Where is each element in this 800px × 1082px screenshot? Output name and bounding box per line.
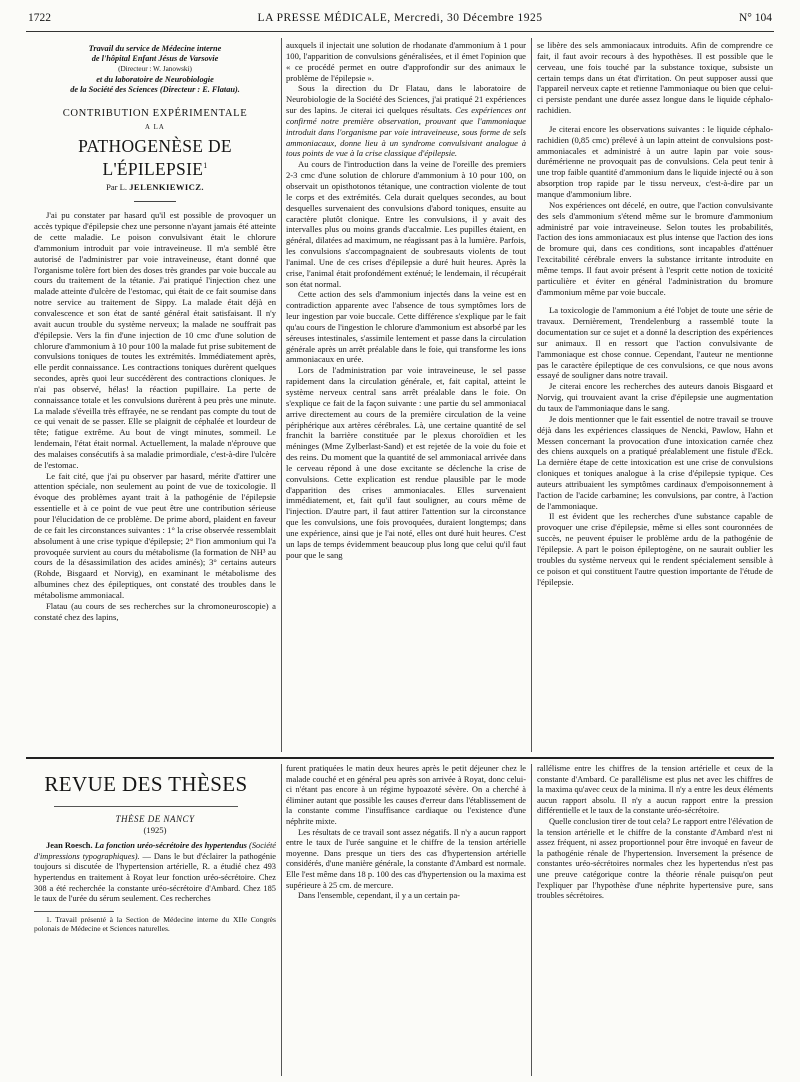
header-rule — [26, 31, 774, 32]
author-name: JELENKIEWICZ. — [129, 181, 204, 192]
paragraph: Le fait cité, que j'ai pu observer par hasard, mérite d'attirer une attention spéciale, non seulement au point de vue de toxicologie. Il évoque des problèmes ayant trait à la pathogénie de l'épilepsie essentielle et à ce point de vue peut être une contribution sérieuse pour l'élucidation de ce problème. De prime abord, plaident en faveur de ce fait les circonstances suivantes : 1° la crise observée ressemblait absolument à une crise typique d'épilepsie; 2° l'ion ammonium qui l'a provoquée survient au cours du métabolisme (la formation de NH³ au cours de la désassimilation des acides aminés); 3° certains auteurs (Rohde, Bisgaard et Norvig), en examinant le métabolisme des albumines chez des épileptiques, ont constaté des troubles dans le métabolisme ammoniacal. — [34, 470, 276, 600]
running-title: LA PRESSE MÉDICALE, Mercredi, 30 Décembre 1925 — [257, 12, 543, 24]
article-column-2 — [286, 40, 526, 752]
lead-publisher: (Société d'impressions typographiques). — [34, 841, 276, 861]
affiliation — [34, 44, 276, 95]
article-column-3 — [537, 40, 773, 752]
paragraph: Je citerai encore les observations suivantes : le liquide céphalo-rachidien (0,85 cmc) prélevé à un lapin atteint de convulsions post-ammoniacales et administré à un autre lapin par voie sous-durémérienne ne provoquait pas de convulsions. Cela peut tenir à une trop faible quantité d'ammonium dans le liquide injecté ou à son absorption trop rapide par le tissu nerveux, c'est-à-dire par un manque d'ammonium libre. — [537, 123, 773, 199]
paragraph: Lors de l'administration par voie intraveineuse, le sel passe rapidement dans la circulation générale, et, fait capital, atteint le système nerveux central sans arrêt préalable dans le foie. On s'explique ce fait de la façon suivante : une partie du sel ammoniacal arrive directement au cours de la première circulation de la veine périphérique aux artères cérébrales. Là, une certaine quantité de sel franchit la barrière constituée par le plexus choroïdien et les méninges (Mme Zylberlast-Sand) et est rejetée de la voie du foie et des reins. Du moment que la quantité de sel ammoniacal arrivée dans le cerveau répond à une dose excitante se déclenche la crise de convulsions. Cette explication est rendue plausible par le mode d'apparition des crises ammoniacales. Elles survenaient immédiatement, et, fait qu'il faut souligner, au cours même de l'injection. D'autre part, il faut attirer l'attention sur la circonstance que les convulsions, une fois provoquées, duraient longtemps; dans une expérience, ainsi que je l'ai noté, elles ont duré huit heures. C'est un laps de temps évidemment beaucoup plus long que celui qu'il faut pour que le sang — [286, 365, 526, 560]
article-kicker: CONTRIBUTION EXPÉRIMENTALE — [62, 108, 248, 120]
page-number: 1722 — [28, 12, 51, 24]
paragraph: Je citerai encore les recherches des auteurs danois Bisgaard et Norvig, qui trouvaient avant la crise d'épilepsie une augmentation du taux de l'ammoniaque dans le sang. — [537, 381, 773, 413]
column-rule — [281, 764, 282, 1076]
affiliation-line: de la Société des Sciences (Directeur : E. Flatau). — [70, 84, 240, 94]
revue-heading: REVUE DES THÈSES — [44, 772, 248, 796]
affiliation-line: de l'hôpital Enfant Jésus de Varsovie — [91, 54, 219, 64]
affiliation-line: Travail du service de Médecine interne — [88, 44, 222, 53]
paragraph: Cette action des sels d'ammonium injectés dans la veine est en contradiction apparente avec l'absence de tous symptômes lors de leur ingestion par voie buccale. Cette différence s'explique par le fait qu'au cours de l'ingestion le chlorure d'ammonium est absorbé par les séreuses intestinales, s'assimile lentement et passe dans la circulation générale après un arrêt préalable dans le foie, qui transforme les ions ammoniacaux en urée. — [286, 289, 526, 365]
title-rule — [134, 201, 176, 202]
article-title-text: PATHOGENÈSE DE L'ÉPILEPSIE — [78, 135, 232, 179]
these-year: (1925) — [143, 824, 167, 835]
paragraph: Nos expériences ont décelé, en outre, que l'action convulsivante des sels d'ammonium s'étend même sur le bromure d'ammonium administré par voie intraveineuse. Selon toutes les probabilités, l'action des ions ammoniacaux est plus intense que l'action des ions de bromure qui, dans ces conditions, sont incapables d'atténuer l'excitabilité cérébrale envers la substance irritante introduite en même temps. Il faut avoir présent à l'esprit cette notion de toxicité particulière et éviter en général l'administration du bromure d'ammonium même par voie buccale. — [537, 199, 773, 297]
column-rule — [281, 38, 282, 752]
paragraph: se libère des sels ammoniacaux introduits. Afin de comprendre ce fait, il faut avoir recours à des hypothèses. Il est possible que le cerveau, une fois touché par la substance toxique, subsiste un certain temps dans un état d'irritation. On peut supposer aussi que l'appareil nerveux capte et retienne l'ammoniaque ou bien que celui-ci persiste pendant une durée assez longue dans le liquide céphalo-rachidien. — [537, 40, 773, 116]
lead-author: Jean Roesch. — [46, 841, 93, 851]
paragraph: La toxicologie de l'ammonium a été l'objet de toute une série de travaux. Dernièrement, Trendelenburg a rassemblé toute la documentation sur ce sujet et a donné la description des expériences sur animaux. Il en ressort que l'action convulsivante de l'ammoniaque est chose connue. Cependant, l'auteur ne mentionne pas le caractère épileptique de ces convulsions, ce que nous avons essayé de souligner dans notre travail. — [537, 305, 773, 381]
paragraph: Je dois mentionner que le fait essentiel de notre travail se trouve déjà dans les expériences classiques de Nencki, Pawlow, Hahn et Messen concernant la provocation d'une intoxication carnée chez des chiens auxquels on a pratiqué préalablement une fistule d'Eck. La dernière étape de cette intoxication est une crise de convulsions cloniques et toniques analogue à la crise d'épilepsie typique. Ces auteurs attribuaient les symptômes cardinaux d'empoisonnement à l'action de l'acide carbamine; les convulsions, par contre, à l'action de l'ammoniaque. — [537, 413, 773, 511]
article-title — [34, 136, 276, 179]
column-rule — [531, 764, 532, 1076]
paragraph: J'ai pu constater par hasard qu'il est possible de provoquer un accès typique d'épilepsie chez une personne n'ayant jamais été atteinte de cette maladie. Le poison convulsivant était le chlorure d'ammonium introduit par voie intraveineuse. Il m'a semblé être autorisé de l'administrer par voie intraveineuse, étant donné que l'organisme tolère fort bien des doses très grandes par voie buccale au cours du traitement de la tétanie. J'ai pratiqué l'injection chez une malade atteinte d'ulcère de l'estomac, qui était de ce fait soumise dans notre service au traitement de Sippy. La malade était déjà en convalescence et son état de santé général était satisfaisant. Il n'y avait aucun trouble du système nerveux; la malade ne souffrait pas d'épilepsie. Vers la fin d'une injection de 10 cmc d'une solution de chlorure d'ammonium à 10 pour 100 la malade fut prise subitement de convulsions toniques de toutes les extrémités. Immédiatement après, elle perdit connaissance. Les contractions toniques durèrent quelques secondes, après quoi leur succédèrent des contractions cloniques. Je n'ai pas observé, hélas! la réaction pupillaire. La perte de connaissance totale et les convulsions durèrent à peu près une minute. La malade s'éveilla très effrayée, ne se rendant pas compte du tout de ce qui venait de se passer. Elle se plaignit de céphalée et lourdeur de tête; fatigue extrême. Au bout de vingt minutes, sommeil. Le lendemain, l'état était normal. Actuellement, la malade n'éprouve que des malaises consécutifs à sa maladie primordiale, c'est-à-dire l'ulcère de l'estomac. — [34, 210, 276, 470]
emphasis: Ces expériences ont confirmé notre première observation, prouvant que l'ammoniaque introduit dans l'organisme par voie intraveineuse, sous forme de sels ammoniacaux, donne lieu à un syndrome convulsivant analogue à tous points de vue à la crise classique d'épilepsie. — [286, 105, 526, 159]
paragraph: Les résultats de ce travail sont assez négatifs. Il n'y a aucun rapport entre le taux de l'urée sanguine et le chiffre de la tension artérielle moyenne. Dans presque un tiers des cas d'hypertension artérielle considérés, d'une manière générale, la constante d'Ambard est normale. Elle l'est même dans 18 p. 100 des cas d'hypertension ou la maxima est supérieure à 25 cm. de mercure. — [286, 827, 526, 890]
issue-number: N° 104 — [738, 12, 772, 24]
footnote-rule — [34, 911, 114, 912]
paragraph-text: — Dans le but d'éclairer la pathogénie toujours si discutée de l'hypertension artérielle, R. a étudié chez 493 hypertendus en traitement à Royat leur fonction uréo-sécrétoire. Chez 308 a été recherchée la constante uréo-sécrétoire d'Ambard. Chez 185 le taux de l'urée du sérum seulement. Ces recherches — [34, 851, 276, 904]
paragraph — [286, 83, 526, 159]
lead-title: La fonction uréo-sécrétoire des hypertendus — [94, 841, 247, 851]
footnote: 1. Travail présenté à la Section de Médecine interne du XIIe Congrès polonais de Médecine et Sciences naturelles. — [34, 914, 276, 933]
title-footnote-marker: 1 — [203, 160, 208, 170]
paragraph: auxquels il injectait une solution de rhodanate d'ammonium à 1 pour 100, l'apparition de convulsions généralisées, et il émet l'opinion que « ce procédé permet en outre d'approfondir sur des animaux le problème de l'épilepsie ». — [286, 40, 526, 83]
byline-prefix: Par L. — [106, 181, 128, 192]
revue-heading-rule — [54, 806, 238, 807]
article-column-1 — [34, 40, 276, 752]
revue-column-1 — [34, 814, 276, 1076]
section-rule — [26, 757, 774, 759]
paragraph: Au cours de l'introduction dans la veine de l'oreille des premiers 2-3 cmc d'une solution de chlorure d'ammonium à 10 pour 100, on observait un opisthotonos tétanique, une contraction violente de tout le corps et des extrémités. Cela durait quelques secondes, au bout desquelles survenaient des convulsions d'abord toniques, ensuite au caractère plutôt clonique. Entre les convulsions, il y avait des intervalles plus ou moins grands d'accalmie. Les pupilles étaient, en général, dilatées ad maximum, ne réagissant pas à la lumière. Parfois, les convulsions s'accompagnaient de soubresauts violents de tout l'animal. Une de ces crises d'épilepsie a duré huit heures. Après la crise, l'animal était profondément exténué; le lendemain, il récupérait son état normal. — [286, 159, 526, 289]
revue-lead — [34, 841, 276, 905]
revue-column-2 — [286, 764, 526, 1076]
affiliation-line: et du laboratoire de Neurobiologie — [96, 74, 214, 84]
paragraph: Quelle conclusion tirer de tout cela? Le rapport entre l'élévation de la tension artérielle et le chiffre de la constante d'Ambard n'est ni assez fréquent, ni assez proportionnel pour être invoqué en faveur de la pathogénie rénale de l'hypertension. Inversement la présence de constantes uréo-sécrétoires normales chez les hypertendus n'est pas une preuve catégorique contre la théorie rénale puisqu'on peut l'expliquer par l'hypothèse d'une néphrite hypertensive pure, sans troubles sécrétoires. — [537, 816, 773, 901]
paragraph-text: Sous la direction du Dr Flatau, dans le laboratoire de Neurobiologie de la Société des Sciences, j'ai pratiqué 21 expériences sur des lapins. Je citerai ici quelques résultats. — [286, 83, 526, 116]
paragraph: furent pratiquées le matin deux heures après le petit déjeuner chez le malade couché et en général peu après son arrivée à Royat, donc celui-ci n'étant pas encore à un régime hypoazoté sévère. On a cherché à éliminer autant que possible les causes d'erreur dans l'établissement de la constante comme l'insuffisance cardiaque ou l'existence d'une néphrite mixte. — [286, 764, 526, 826]
article-kicker-small: A LA — [144, 123, 166, 131]
revue-column-3 — [537, 764, 773, 1076]
these-label: THÈSE DE NANCY — [115, 814, 195, 824]
running-header — [28, 12, 772, 28]
column-rule — [531, 38, 532, 752]
paragraph: Il est évident que les recherches d'une substance capable de provoquer une crise d'épilepsie, même si elles sont couronnées de succès, ne peuvent épuiser le problème ardu de la pathogénie de l'épilepsie. A part le poison épileptogène, on ne saurait oublier les troubles du système nerveux qui le rendent spécialement sensible à ce poison et qui constituent l'autre question importante de l'étude de l'épilepsie. — [537, 511, 773, 587]
paragraph: Dans l'ensemble, cependant, il y a un certain pa- — [298, 891, 460, 901]
paragraph: Flatau (au cours de ses recherches sur la chromoneuroscopie) a constaté chez des lapins, — [34, 600, 276, 622]
affiliation-line: (Directeur : W. Janowski) — [118, 65, 192, 74]
paragraph: rallélisme entre les chiffres de la tension artérielle et ceux de la constante d'Ambard. Ce parallélisme est plus net avec les chiffres de la maxima qu'avec ceux de la minima. Il n'y a entre les deux éléments aucun rapport absolu. Il n'y a aucun rapport entre la pression différentielle et le taux de la constante uréo-sécrétoire. — [537, 764, 773, 816]
byline — [34, 182, 276, 193]
